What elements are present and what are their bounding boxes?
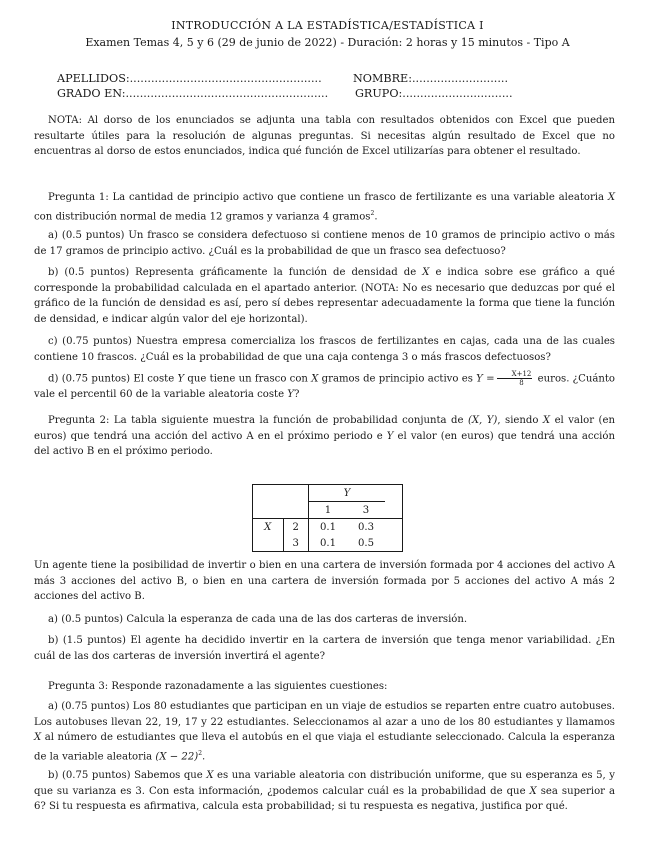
table-edge bbox=[385, 519, 403, 536]
q3-part-a bbox=[34, 699, 615, 764]
q1-part-d bbox=[34, 370, 615, 403]
q3-intro-text: : Responde razonadamente a las siguientes cuestiones: bbox=[104, 681, 388, 692]
nota-label: NOTA bbox=[48, 115, 79, 126]
q1-b-open: ( bbox=[360, 282, 365, 294]
q1-intro bbox=[34, 190, 615, 224]
q3-a-points: (0.75 puntos) bbox=[61, 701, 130, 712]
q3-part-b bbox=[34, 768, 615, 815]
q3-a-text-b: al número de estudiantes que lleva el autobús en el que viaja el estudiante seleccionado. Calcula la esperanza de la variable aleatoria bbox=[34, 732, 615, 762]
q1-part-a bbox=[34, 228, 615, 259]
q3-b-text-c: sea superior a 6? Si tu respuesta es afirmativa, calcula esta probabilidad; si tu respuesta es negativa, justifica por qué. bbox=[34, 785, 615, 812]
q3-a-label: a) bbox=[48, 701, 58, 712]
q2-paragraph: Un agente tiene la posibilidad de invertir o bien en una cartera de inversión formada por 4 acciones del activo A más 3 acciones del activo B, o bien en una cartera de inversión formada por 5 acciones del activo A más 2 acciones del activo B. bbox=[34, 560, 615, 602]
var-y: Y bbox=[476, 373, 483, 385]
fraction-numerator: X+12 bbox=[497, 370, 533, 379]
q3-a-sup: 2 bbox=[198, 749, 203, 757]
q2-part-a bbox=[34, 612, 615, 628]
q1-b-label: b) bbox=[48, 267, 59, 278]
table-x-header-cell bbox=[253, 519, 284, 536]
q2-part-b bbox=[34, 633, 615, 664]
q1-b-nota-text: : No es necesario que deduzcas por qué el gráfico de la función de densidad es así, pero sí debes representar adecuadamente la forma que tiene la función de densidad, e indicar algún valor del eje horizontal). bbox=[34, 282, 615, 325]
table-prob-cell: 0.5 bbox=[347, 535, 385, 552]
table-edge bbox=[385, 502, 403, 519]
table-x-label: X bbox=[264, 521, 272, 533]
q1-d-end: ? bbox=[293, 389, 300, 400]
table-prob-cell: 0.3 bbox=[357, 521, 375, 533]
q1-label: Pregunta 1 bbox=[48, 192, 106, 203]
q3-intro bbox=[34, 679, 615, 695]
table-edge bbox=[385, 485, 403, 502]
q1-d-text-d: euros. ¿Cuánto vale el percentil 60 de la variable aleatoria coste bbox=[34, 373, 615, 400]
exam-title: INTRODUCCIÓN A LA ESTADÍSTICA/ESTADÍSTICA I bbox=[171, 19, 484, 32]
q1-c-label: c) bbox=[48, 336, 58, 347]
q2-intro bbox=[34, 413, 615, 460]
table-y-label: Y bbox=[343, 487, 351, 499]
nota-paragraph bbox=[34, 113, 615, 160]
q2-intro-c: el valor (en euros) que tendrá una acción del activo A en el próximo periodo e bbox=[34, 415, 615, 442]
q1-b-nota-label: NOTA bbox=[364, 282, 396, 294]
q1-part-c bbox=[34, 334, 615, 365]
q2-b-text: El agente ha decidido invertir en la cartera de inversión que tenga menor variabilidad. ¿En cuál de las dos carteras de inversión invertirá el agente? bbox=[34, 635, 615, 662]
q1-b-text-a: Representa gráficamente la función de densidad de bbox=[135, 267, 417, 278]
exam-subtitle: Examen Temas 4, 5 y 6 (29 de junio de 2022) - Duración: 2 horas y 15 minutos - Tipo A bbox=[85, 36, 570, 49]
grado-field: GRADO EN:......................................................... bbox=[57, 87, 329, 100]
q1-a-text: Un frasco se considera defectuoso si contiene menos de 10 gramos de principio activo o más de 17 gramos de principio activo. ¿Cuál es la probabilidad de que un frasco sea defectuoso? bbox=[34, 230, 615, 257]
q1-intro-text-b: con distribución normal de media 12 gramos y varianza 4 gramos bbox=[34, 210, 371, 222]
var-pair: (X, Y) bbox=[467, 415, 498, 426]
var-y: Y bbox=[287, 389, 294, 400]
q3-b-label: b) bbox=[48, 770, 59, 781]
q1-b-text-b: e indica sobre ese gráfico a qué corresponde la probabilidad calculada en el apartado anterior. bbox=[34, 267, 615, 294]
q1-c-points: (0.75 puntos) bbox=[62, 336, 132, 347]
q3-b-points: (0.75 puntos) bbox=[61, 770, 131, 781]
q1-part-b bbox=[34, 265, 615, 327]
var-x: X bbox=[607, 192, 615, 203]
q1-d-text-c: gramos de principio activo es bbox=[321, 373, 473, 385]
grupo-field: GRUPO:............................... bbox=[355, 87, 513, 100]
q2-b-points: (1.5 puntos) bbox=[62, 635, 126, 646]
q3-label: Pregunta 3 bbox=[48, 681, 105, 692]
table-y-value: 1 bbox=[309, 502, 348, 519]
table-corner bbox=[253, 535, 284, 552]
q1-intro-end: . bbox=[374, 210, 378, 222]
q2-intro-a: : La tabla siguiente muestra la función de probabilidad conjunta de bbox=[106, 415, 464, 426]
var-x: X bbox=[311, 373, 319, 385]
table-corner bbox=[283, 502, 309, 519]
nota-text: : Al dorso de los enunciados se adjunta una tabla con resultados obtenidos con Excel que pueden resultarte útiles para la resolución de algunas preguntas. Si necesitas algún resultado de Excel que no encuentras al dorso de estos enunciados, indica qué función de Excel utilizarías para obtener el resultado. bbox=[34, 115, 615, 157]
q2-a-points: (0.5 puntos) bbox=[61, 614, 124, 625]
var-y: Y bbox=[386, 430, 394, 442]
var-x: X bbox=[422, 267, 430, 278]
q1-a-label: a) bbox=[48, 230, 58, 241]
q2-intro-d: el valor (en euros) que tendrá una acción del activo B en el próximo periodo. bbox=[34, 430, 615, 457]
table-corner bbox=[283, 485, 309, 502]
q1-d-text-a: El coste bbox=[133, 373, 175, 385]
q2-a-label: a) bbox=[48, 614, 58, 625]
table-x-value: 2 bbox=[283, 519, 309, 536]
apellidos-field: APELLIDOS:...................................................... bbox=[57, 72, 322, 85]
q1-d-points: (0.75 puntos) bbox=[61, 373, 131, 385]
table-edge bbox=[385, 535, 403, 552]
table-corner bbox=[253, 485, 284, 502]
var-x: X bbox=[206, 770, 214, 781]
var-x: X bbox=[542, 415, 551, 426]
cost-fraction bbox=[497, 370, 533, 387]
q1-d-text-b: que tiene un frasco con bbox=[187, 373, 308, 385]
q3-a-expression: (X − 22) bbox=[155, 750, 199, 762]
q1-intro-text-a: : La cantidad de principio activo que contiene un frasco de fertilizante es una variable aleatoria bbox=[105, 192, 605, 203]
q3-a-text-a: Los 80 estudiantes que participan en un viaje de estudios se reparten entre cuatro autobuses. Los autobuses llevan 22, 19, 17 y 22 estudiantes. Seleccionamos al azar a uno de los 80 estudiantes y llamamos bbox=[34, 701, 616, 728]
fraction-denominator: 8 bbox=[519, 379, 524, 387]
q3-b-text-b: es una variable aleatoria con distribución uniforme, que su esperanza es 5, y que su varianza es 3. Con esta información, ¿podemos calcular cuál es la probabilidad de que bbox=[34, 770, 615, 797]
table-x-value: 3 bbox=[283, 535, 309, 552]
q2-label: Pregunta 2 bbox=[48, 415, 107, 426]
q2-b-label: b) bbox=[48, 635, 59, 646]
q1-c-text: Nuestra empresa comercializa los frascos de fertilizantes en cajas, cada una de las cuales contiene 10 frascos. ¿Cuál es la probabilidad de que una caja contenga 3 o más frascos defectuosos? bbox=[34, 336, 615, 363]
joint-probability-table bbox=[252, 484, 403, 552]
table-y-header-cell bbox=[309, 485, 386, 502]
q1-b-points: (0.5 puntos) bbox=[64, 267, 130, 278]
q1-d-eq: = bbox=[486, 373, 495, 385]
q1-intro-sup: 2 bbox=[370, 209, 375, 217]
table-y-value: 3 bbox=[347, 502, 385, 519]
table-corner bbox=[253, 502, 284, 519]
q2-intro-b: , siendo bbox=[497, 415, 539, 426]
table-prob-cell: 0.1 bbox=[319, 521, 337, 533]
q1-d-label: d) bbox=[48, 373, 59, 385]
nombre-field: NOMBRE:........................... bbox=[353, 72, 509, 85]
var-x: X bbox=[34, 732, 42, 743]
q2-a-text: Calcula la esperanza de cada una de las dos carteras de inversión. bbox=[126, 614, 468, 625]
q1-a-points: (0.5 puntos) bbox=[61, 230, 125, 241]
q3-a-end: . bbox=[202, 750, 206, 762]
q3-b-text-a: Sabemos que bbox=[134, 770, 203, 781]
var-x: X bbox=[529, 785, 537, 797]
var-y: Y bbox=[177, 373, 185, 385]
table-prob-cell: 0.1 bbox=[309, 535, 348, 552]
